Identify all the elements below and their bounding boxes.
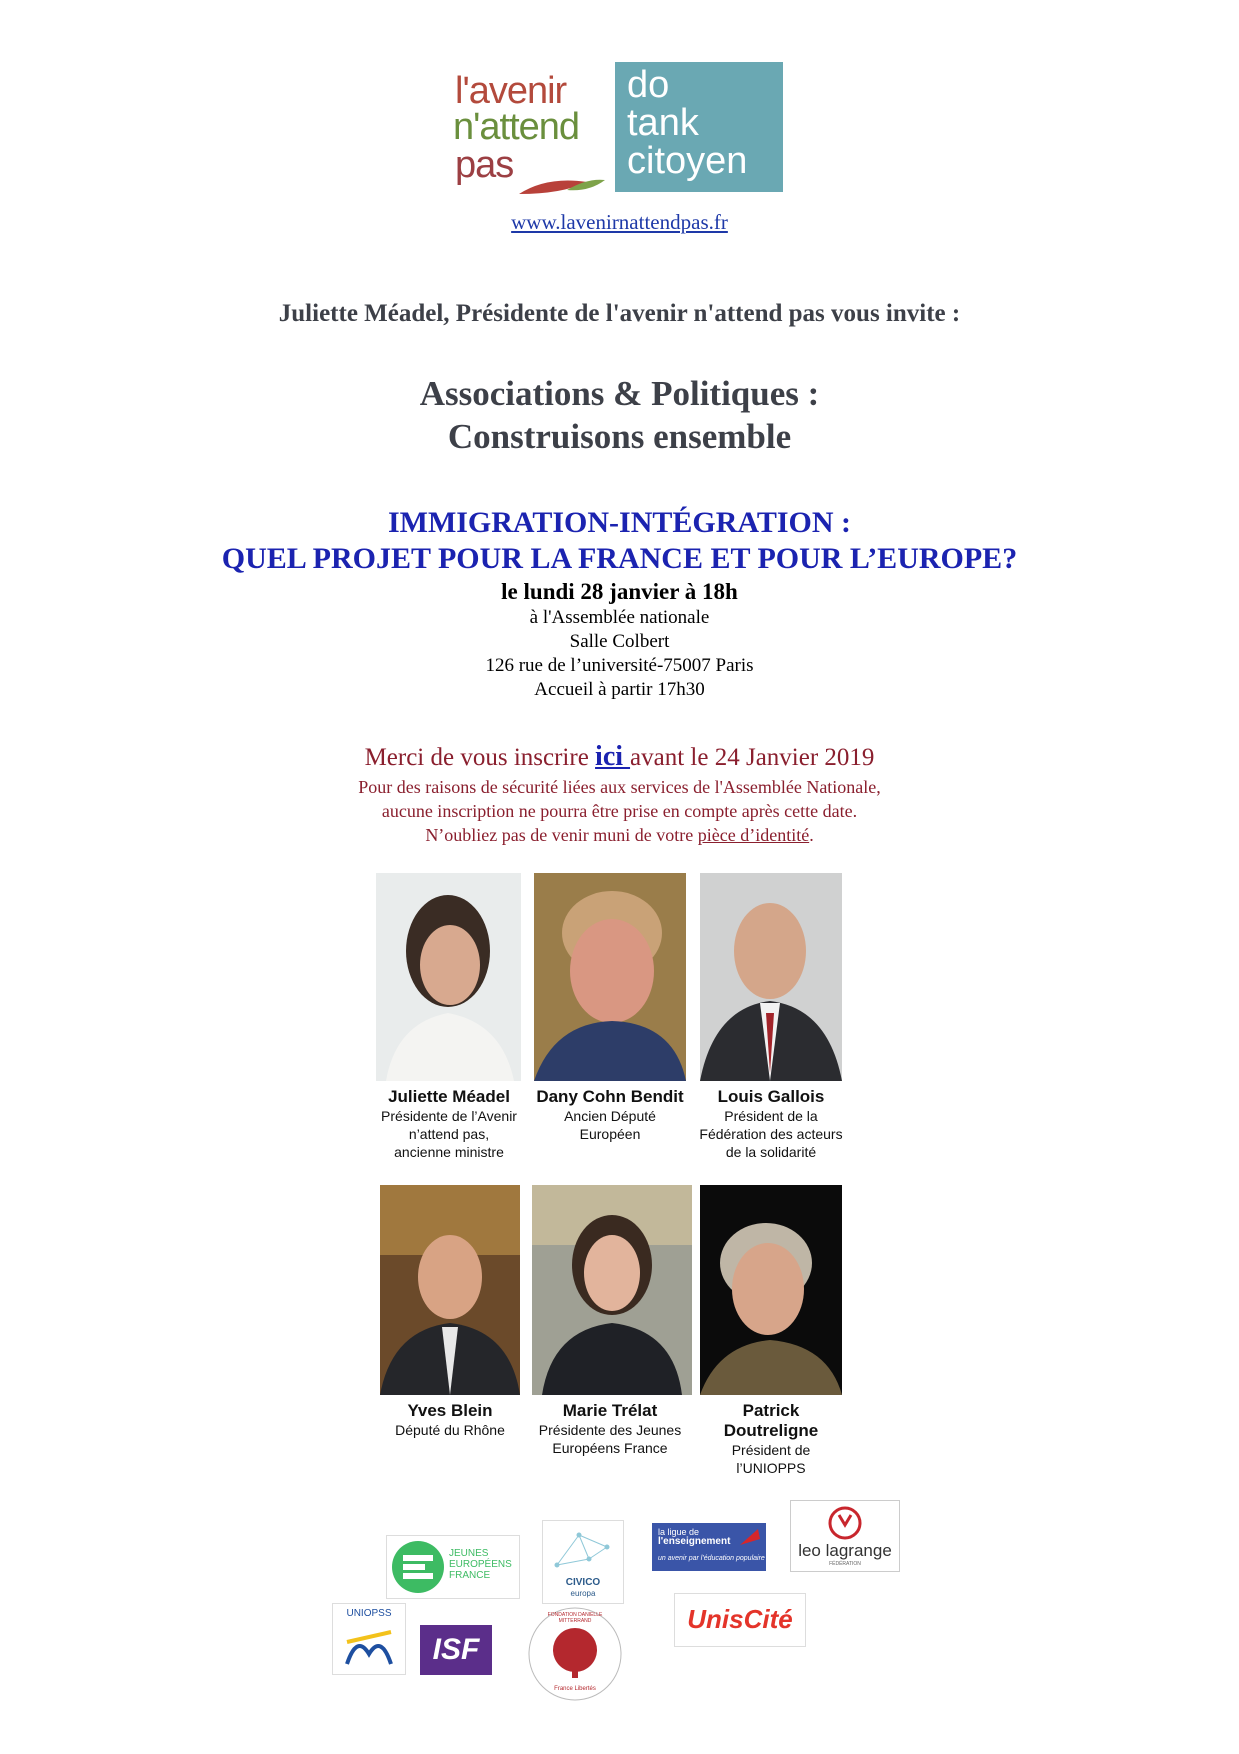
note-text: N’oubliez pas de venir muni de votre bbox=[425, 825, 698, 845]
partner-text: europa bbox=[570, 1589, 596, 1598]
invite-line: Juliette Méadel, Présidente de l'avenir n'attend pas vous invite : bbox=[278, 300, 961, 327]
speaker-name: Doutreligne bbox=[723, 1421, 819, 1440]
registration-line bbox=[0, 741, 1239, 773]
jeunes-europeens-icon bbox=[391, 1540, 445, 1594]
address-line: à l'Assemblée nationale bbox=[529, 607, 710, 628]
title-line: Construisons ensemble bbox=[447, 417, 792, 456]
speaker-photo-louis-gallois bbox=[700, 873, 842, 1081]
note-line: aucune inscription ne pourra être prise en compte après cette date. bbox=[381, 801, 858, 821]
logo-line: pas bbox=[455, 144, 514, 186]
speaker-desc: Européens France bbox=[552, 1440, 668, 1456]
logo-line: tank bbox=[627, 102, 699, 144]
speaker-caption bbox=[520, 1401, 700, 1457]
portrait-image bbox=[700, 873, 842, 1081]
speaker-desc: Présidente de l’Avenir bbox=[381, 1108, 517, 1124]
address-line: Salle Colbert bbox=[569, 631, 670, 652]
leo-lagrange-icon bbox=[825, 1505, 865, 1541]
note-line bbox=[0, 823, 1239, 847]
partner-text: FÉDÉRATION bbox=[829, 1561, 861, 1567]
registration-link[interactable]: ici bbox=[595, 741, 631, 772]
speaker-photo-juliette-meadel bbox=[376, 873, 521, 1081]
note-text: . bbox=[809, 825, 814, 845]
partner-logo-jeunes-europeens bbox=[386, 1535, 520, 1599]
speaker-photo-marie-trelat bbox=[532, 1185, 692, 1395]
speaker-desc: Président de la bbox=[724, 1108, 818, 1124]
speaker-desc: Député du Rhône bbox=[395, 1422, 505, 1438]
speaker-desc: Présidente des Jeunes bbox=[538, 1422, 682, 1438]
event-topic bbox=[0, 505, 1239, 577]
partner-text: FRANCE bbox=[449, 1570, 491, 1581]
partner-text: leo lagrange bbox=[798, 1541, 892, 1560]
portrait-image bbox=[700, 1185, 842, 1395]
speaker-caption bbox=[364, 1087, 534, 1161]
speaker-name: Patrick bbox=[742, 1401, 800, 1420]
partner-text: la ligue de bbox=[658, 1527, 700, 1537]
partner-logo-uniopss bbox=[332, 1603, 406, 1675]
partner-logo-isf bbox=[420, 1625, 492, 1675]
event-address bbox=[0, 606, 1239, 702]
speaker-desc: l’UNIOPPS bbox=[736, 1460, 806, 1476]
portrait-image bbox=[376, 873, 521, 1081]
arrow-icon bbox=[738, 1525, 764, 1551]
note-line: Pour des raisons de sécurité liées aux services de l'Assemblée Nationale, bbox=[358, 777, 881, 797]
leaf-icon bbox=[517, 174, 607, 202]
partner-text: l'enseignement bbox=[658, 1536, 731, 1547]
partner-text: UNIOPSS bbox=[346, 1608, 392, 1619]
logo-line: n'attend bbox=[453, 106, 580, 148]
logo-line: l'avenir bbox=[455, 70, 567, 112]
speaker-desc: Européen bbox=[579, 1126, 641, 1142]
event-date: le lundi 28 janvier à 18h bbox=[501, 579, 738, 604]
partner-logo-leo-lagrange bbox=[790, 1500, 900, 1572]
website-link[interactable]: www.lavenirnattendpas.fr bbox=[511, 210, 728, 234]
portrait-image bbox=[532, 1185, 692, 1395]
speaker-desc: ancienne ministre bbox=[394, 1144, 504, 1160]
partner-text: CIVICO bbox=[565, 1577, 601, 1588]
speaker-name: Dany Cohn Bendit bbox=[536, 1087, 684, 1106]
id-document-link[interactable]: pièce d’identité bbox=[697, 825, 810, 845]
website-url bbox=[0, 210, 1239, 235]
registration-notes bbox=[0, 775, 1239, 847]
speaker-desc: n’attend pas, bbox=[408, 1126, 490, 1142]
speaker-caption bbox=[680, 1087, 862, 1161]
uniopss-icon bbox=[343, 1624, 395, 1670]
speaker-desc: de la solidarité bbox=[725, 1144, 817, 1160]
registration-deadline: avant le 24 Janvier 2019 bbox=[630, 744, 875, 771]
partner-text: un avenir par l'éducation populaire bbox=[658, 1555, 765, 1562]
registration-text: Merci de vous inscrire bbox=[364, 744, 596, 771]
logo-line: do bbox=[627, 64, 670, 106]
network-icon bbox=[549, 1525, 617, 1575]
portrait-image bbox=[380, 1185, 520, 1395]
partner-text: ISF bbox=[432, 1633, 480, 1666]
speaker-name: Yves Blein bbox=[407, 1401, 493, 1420]
logo-line: citoyen bbox=[627, 140, 748, 182]
title-line: Associations & Politiques : bbox=[419, 374, 820, 413]
partner-logo-ligue-enseignement bbox=[652, 1523, 766, 1571]
speaker-caption bbox=[520, 1087, 700, 1143]
portrait-image bbox=[534, 873, 686, 1081]
partner-logo-fondation-danielle-mitterrand bbox=[527, 1606, 623, 1702]
logo-lavenir-nattend-pas bbox=[455, 62, 605, 192]
speaker-caption bbox=[370, 1401, 530, 1439]
partner-logo-uniscite bbox=[674, 1593, 806, 1647]
partner-text: UnisCité bbox=[687, 1604, 793, 1634]
speaker-photo-patrick-doutreligne bbox=[700, 1185, 842, 1395]
partner-text: France Libertés bbox=[554, 1686, 596, 1692]
speaker-name: Marie Trélat bbox=[562, 1401, 658, 1420]
speaker-desc: Président de bbox=[731, 1442, 811, 1458]
speaker-photo-yves-blein bbox=[380, 1185, 520, 1395]
partner-logo-civico-europa bbox=[542, 1520, 624, 1604]
logo-do-tank-citoyen bbox=[615, 62, 783, 192]
partner-text: EUROPÉENS bbox=[449, 1559, 512, 1570]
speaker-name: Juliette Méadel bbox=[388, 1087, 510, 1106]
partner-text: FONDATION DANIELLE MITTERRAND bbox=[547, 1612, 603, 1624]
speaker-desc: Ancien Député bbox=[564, 1108, 656, 1124]
event-title bbox=[0, 372, 1239, 458]
topic-line: IMMIGRATION-INTÉGRATION : bbox=[387, 506, 852, 539]
speaker-desc: Fédération des acteurs bbox=[699, 1126, 843, 1142]
partner-text: JEUNES bbox=[449, 1548, 489, 1559]
speaker-photo-dany-cohn-bendit bbox=[534, 873, 686, 1081]
speaker-name: Louis Gallois bbox=[717, 1087, 825, 1106]
address-line: Accueil à partir 17h30 bbox=[534, 679, 705, 700]
address-line: 126 rue de l’université-75007 Paris bbox=[485, 655, 754, 676]
speaker-caption bbox=[690, 1401, 852, 1477]
topic-line: QUEL PROJET POUR LA FRANCE ET POUR L’EUROPE? bbox=[221, 542, 1018, 575]
